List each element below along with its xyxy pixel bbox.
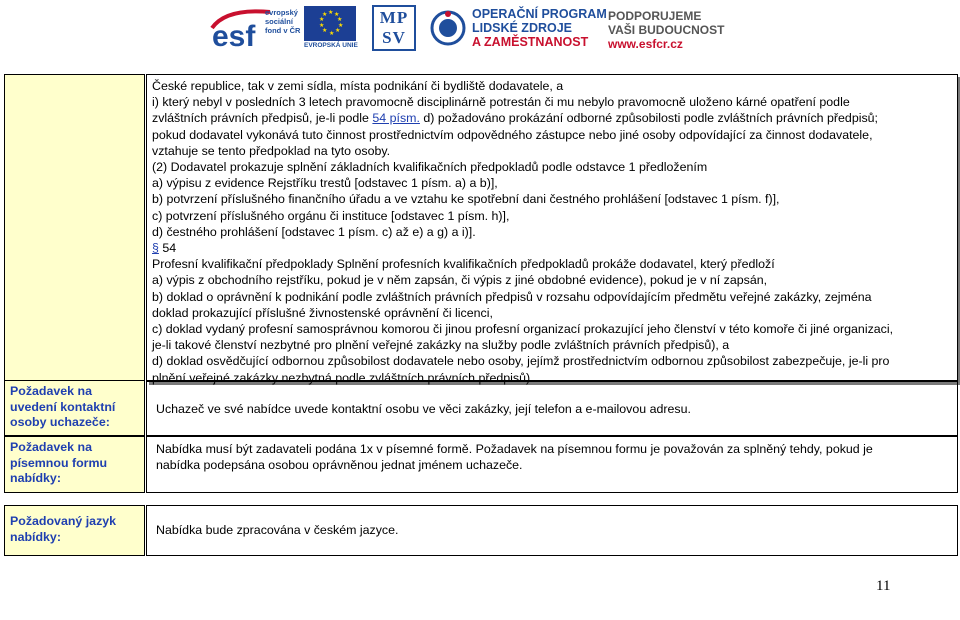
language-label: Požadovaný jazyk nabídky: bbox=[10, 514, 117, 544]
mpsv-text-bottom: SV bbox=[382, 28, 406, 47]
esf-caption: evropský sociální fond v ČR bbox=[265, 8, 301, 35]
svg-text:★: ★ bbox=[322, 27, 328, 34]
qualification-text bbox=[152, 78, 952, 386]
written-form-label: Požadavek na písemnou formu nabídky: bbox=[10, 440, 108, 486]
text-line: i) který nebyl v posledních 3 letech pravomocně disciplinárně potrestán či mu nebylo pravomocně uloženo kárné opatření podle bbox=[152, 95, 850, 110]
written-form-text: Nabídka musí být zadavateli podána 1x v písemné formě. Požadavek na písemnou formu je považován za splněný tehdy, pokud je nabídka podepsána osobou oprávněnou jednat jménem uchazeče. bbox=[156, 442, 873, 473]
mpsv-logo bbox=[372, 5, 416, 51]
text-line: d) doklad osvědčující odbornou způsobilost dodavatele nebo osoby, jejímž prostřednictvím odbornou způsobilost zabezpečuje, je-li pro bbox=[152, 354, 890, 369]
text-line: plnění veřejné zakázky nezbytná podle zvláštních právních předpisů). bbox=[152, 370, 534, 385]
contact-person-text: Uchazeč ve své nabídce uvede kontaktní osobu ve věci zakázky, její telefon a e-mailovou adresu. bbox=[156, 402, 691, 416]
svg-text:★: ★ bbox=[319, 22, 325, 29]
text-line: zvláštních právních předpisů, je-li podle 54 písm. d) požadováno prokázání odborné způsobilosti podle zvláštních právních předpisů; bbox=[152, 111, 878, 126]
label-cell-empty bbox=[4, 74, 145, 382]
mpsv-text-top: MP bbox=[379, 8, 409, 27]
svg-text:★: ★ bbox=[337, 16, 343, 23]
language-text: Nabídka bude zpracována v českém jazyce. bbox=[156, 523, 399, 537]
esf-logo-text: esf bbox=[212, 20, 256, 50]
op-program-title: OPERAČNÍ PROGRAM LIDSKÉ ZDROJE A ZAMĚSTNANOST bbox=[472, 7, 607, 49]
esf-url: www.esfcr.cz bbox=[608, 37, 683, 51]
text-line: b) potvrzení příslušného finančního úřadu a ve vztahu ke spotřební dani čestného prohlášení [odstavec 1 písm. f)], bbox=[152, 192, 780, 207]
header-logos bbox=[0, 0, 960, 62]
paragraph-link[interactable]: 54 písm. bbox=[372, 111, 420, 126]
text-line: České republice, tak v zemi sídla, místa podnikání či bydliště dodavatele, a bbox=[152, 79, 564, 93]
text-line: a) výpisu z evidence Rejstříku trestů [odstavec 1 písm. a) a b)], bbox=[152, 176, 498, 191]
contact-person-label: Požadavek na uvedení kontaktní osoby uchazeče: bbox=[10, 384, 116, 430]
svg-text:★: ★ bbox=[322, 11, 328, 18]
svg-text:★: ★ bbox=[328, 9, 334, 16]
svg-text:★: ★ bbox=[335, 27, 341, 34]
text-line: vztahuje se tento předpoklad na tyto osoby. bbox=[152, 143, 391, 158]
text-line: d) čestného prohlášení [odstavec 1 písm. c) až e) a g) a i)]. bbox=[152, 224, 476, 239]
podporujeme-slogan: PODPORUJEME VAŠI BUDOUCNOST www.esfcr.cz bbox=[608, 9, 725, 51]
text-line: c) doklad vydaný profesní samosprávnou komorou či jinou profesní organizací prokazující jeho členství v této komoře či jiné organizaci, bbox=[152, 322, 894, 337]
text-line: a) výpis z obchodního rejstříku, pokud je v něm zapsán, či výpis z jiné obdobné evidence), pokud je v ní zapsán, bbox=[152, 273, 768, 288]
text-line: b) doklad o oprávnění k podnikání podle zvláštních právních předpisů v rozsahu odpovídajícím předmětu veřejné zakázky, zejména bbox=[152, 289, 872, 304]
text-line: § 54 bbox=[152, 241, 177, 256]
text-line: doklad prokazující příslušné živnostenské oprávnění či licenci, bbox=[152, 305, 493, 320]
op-program-icon bbox=[430, 8, 466, 48]
text-line: je-li takové členství nezbytné pro plnění veřejné zakázky na služby podle zvláštních právních předpisů), a bbox=[152, 338, 730, 353]
text-line: Profesní kvalifikační předpoklady Splnění profesních kvalifikačních předpokladů prokáže dodavatel, který předloží bbox=[152, 257, 775, 272]
eu-caption: EVROPSKÁ UNIE bbox=[304, 42, 358, 49]
section-link[interactable]: § bbox=[152, 241, 159, 256]
text-line: c) potvrzení příslušného orgánu či instituce [odstavec 1 písm. h)], bbox=[152, 208, 510, 223]
eu-flag-icon bbox=[304, 6, 356, 41]
page-number: 11 bbox=[876, 578, 891, 594]
svg-text:★: ★ bbox=[319, 16, 325, 23]
svg-text:★: ★ bbox=[334, 11, 340, 18]
esf-logo-icon bbox=[210, 6, 272, 50]
svg-text:★: ★ bbox=[338, 22, 344, 29]
text-line: pokud dodavatel vykonává tuto činnost prostřednictvím odpovědného zástupce nebo jiné osoby odpovídající za činnost dodavatele, bbox=[152, 127, 873, 142]
svg-text:★: ★ bbox=[329, 30, 335, 37]
text-line: (2) Dodavatel prokazuje splnění základních kvalifikačních předpokladů podle odstavce 1 předložením bbox=[152, 160, 708, 175]
